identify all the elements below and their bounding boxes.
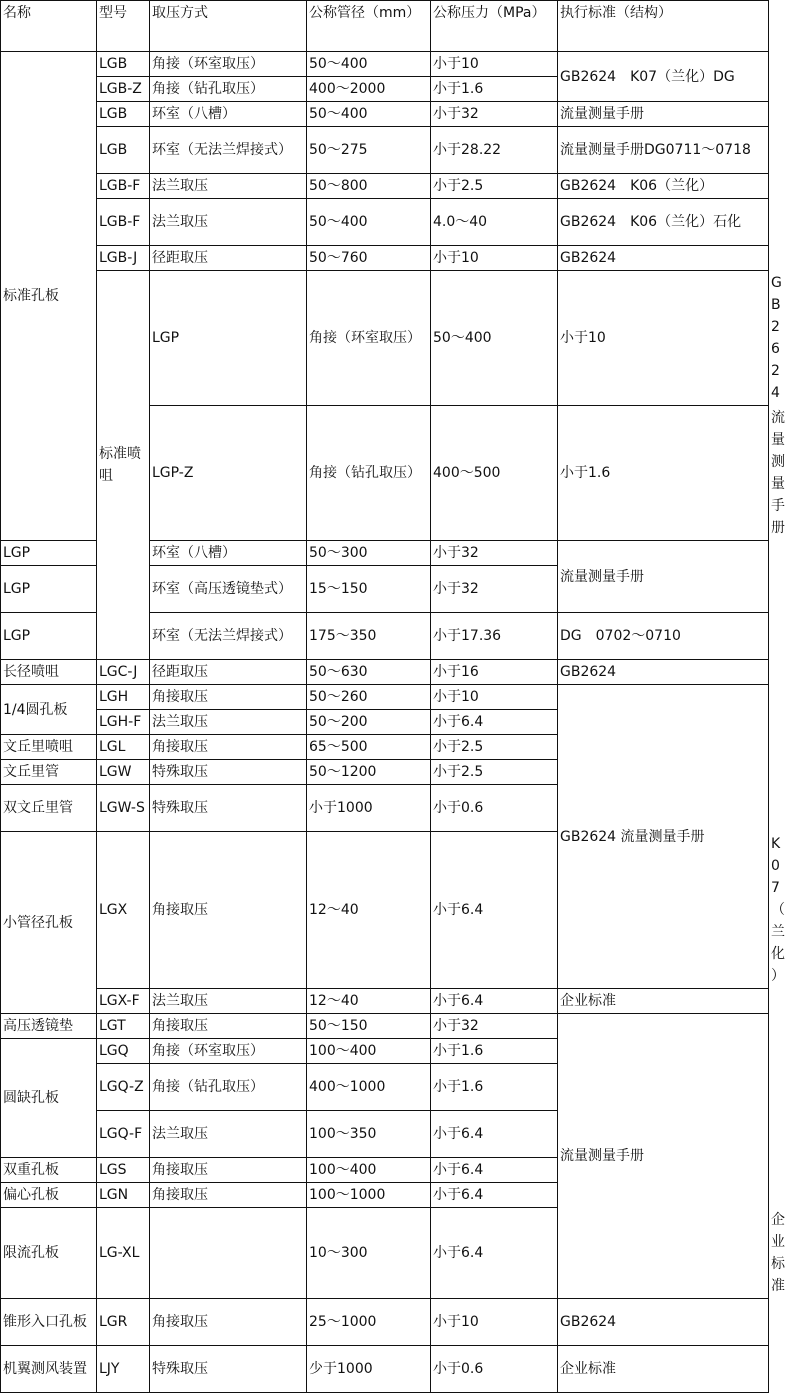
pressure-cell: 小于1.6 xyxy=(558,406,769,541)
model-cell: LGP xyxy=(150,271,307,406)
tap-method-cell: 角接取压 xyxy=(150,1014,307,1039)
model-cell: LGB-J xyxy=(97,246,150,271)
diameter-cell: 400～500 xyxy=(431,406,558,541)
diameter-cell: 65～500 xyxy=(307,735,431,760)
model-cell: LGT xyxy=(97,1014,150,1039)
tap-method-cell: 角接取压 xyxy=(150,735,307,760)
tap-method-cell: 角接（环室取压） xyxy=(307,271,431,406)
tap-method-cell: 角接（钻孔取压） xyxy=(150,77,307,102)
tap-method-cell: 法兰取压 xyxy=(150,989,307,1014)
model-cell: LGW-S xyxy=(97,785,150,832)
diameter-cell: 15～150 xyxy=(307,566,431,613)
model-cell: LGB xyxy=(97,127,150,174)
model-cell: LGP xyxy=(1,541,97,566)
pressure-cell: 小于1.6 xyxy=(431,1064,558,1111)
pressure-cell: 小于6.4 xyxy=(431,1183,558,1208)
tap-method-cell: 角接（钻孔取压） xyxy=(307,406,431,541)
group-name: 小管径孔板 xyxy=(1,832,97,1014)
header-model: 型号 xyxy=(97,1,150,52)
table-row xyxy=(1,199,769,246)
tap-method-cell: 环室（八槽） xyxy=(150,541,307,566)
table-row xyxy=(1,1299,769,1346)
group-name: 1/4圆孔板 xyxy=(1,685,97,735)
table-row xyxy=(1,660,769,685)
group-name: 圆缺孔板 xyxy=(1,1039,97,1158)
pressure-cell: 小于6.4 xyxy=(431,1158,558,1183)
table-row xyxy=(1,127,769,174)
tap-method-cell: 法兰取压 xyxy=(150,710,307,735)
diameter-cell: 50～630 xyxy=(307,660,431,685)
table-row xyxy=(1,52,769,77)
pressure-cell: 小于6.4 xyxy=(431,1208,558,1299)
model-cell: LGX-F xyxy=(97,989,150,1014)
model-cell: LGB xyxy=(97,102,150,127)
tap-method-cell: 环室（八槽） xyxy=(150,102,307,127)
header-standard: 执行标准（结构） xyxy=(558,1,769,52)
diameter-cell: 50～800 xyxy=(307,174,431,199)
diameter-cell: 100～400 xyxy=(307,1158,431,1183)
pressure-cell: 小于16 xyxy=(431,660,558,685)
diameter-cell: 50～400 xyxy=(307,52,431,77)
tap-method-cell: 角接取压 xyxy=(150,1299,307,1346)
tap-method-cell: 法兰取压 xyxy=(150,199,307,246)
diameter-cell: 12～40 xyxy=(307,989,431,1014)
diameter-cell: 50～275 xyxy=(307,127,431,174)
tap-method-cell: 特殊取压 xyxy=(150,785,307,832)
table-row: 限流孔板 LG-XL 10～300 小于6.4 企业标准 xyxy=(1,1208,769,1299)
table-row: 标准喷咀 LGP 角接（环室取压） 50～400 小于10 GB2624 xyxy=(1,271,769,406)
diameter-cell: 10～300 xyxy=(307,1208,431,1299)
tap-method-cell: 法兰取压 xyxy=(150,1111,307,1158)
standard-cell: GB2624 xyxy=(558,246,769,271)
pressure-cell: 4.0～40 xyxy=(431,199,558,246)
diameter-cell: 50～1200 xyxy=(307,760,431,785)
table-row xyxy=(1,246,769,271)
header-name: 名称 xyxy=(1,1,97,52)
pressure-cell: 小于10 xyxy=(431,246,558,271)
pressure-cell: 小于10 xyxy=(431,1299,558,1346)
standard-cell: GB2624 K07（兰化）DG xyxy=(558,52,769,102)
tap-method-cell xyxy=(150,1208,307,1299)
standard-cell: 企业标准 xyxy=(558,989,769,1014)
diameter-cell: 50～400 xyxy=(431,271,558,406)
pressure-cell: 小于2.5 xyxy=(431,735,558,760)
pressure-cell: 小于1.6 xyxy=(431,77,558,102)
group-name: 高压透镜垫 xyxy=(1,1014,97,1039)
header-nominal-pressure: 公称压力（MPa） xyxy=(431,1,558,52)
model-cell: LGQ-Z xyxy=(97,1064,150,1111)
tap-method-cell: 径距取压 xyxy=(150,246,307,271)
model-cell: LGB-F xyxy=(97,199,150,246)
tap-method-cell: 角接取压 xyxy=(150,1158,307,1183)
table-row: 小管径孔板 LGX 角接取压 12～40 小于6.4 K07（兰化） xyxy=(1,832,769,989)
model-cell: LGH-F xyxy=(97,710,150,735)
header-row xyxy=(1,1,769,52)
tap-method-cell: 角接取压 xyxy=(150,832,307,989)
pressure-cell: 小于32 xyxy=(431,1014,558,1039)
diameter-cell: 100～1000 xyxy=(307,1183,431,1208)
group-name: 偏心孔板 xyxy=(1,1183,97,1208)
pressure-cell: 小于0.6 xyxy=(431,785,558,832)
tap-method-cell: 角接取压 xyxy=(150,1183,307,1208)
group-name: 长径喷咀 xyxy=(1,660,97,685)
pressure-cell: 小于6.4 xyxy=(431,832,558,989)
table-row xyxy=(1,989,769,1014)
diameter-cell: 400～1000 xyxy=(307,1064,431,1111)
table-row xyxy=(1,685,769,710)
diameter-cell: 50～200 xyxy=(307,710,431,735)
model-cell: LGH xyxy=(97,685,150,710)
model-cell: LGQ xyxy=(97,1039,150,1064)
table-row xyxy=(1,1014,769,1039)
table-row: LGP-Z 角接（钻孔取压） 400～500 小于1.6 流量测量手册 xyxy=(1,406,769,541)
diameter-cell: 50～260 xyxy=(307,685,431,710)
table-row xyxy=(1,174,769,199)
pressure-cell: 小于2.5 xyxy=(431,174,558,199)
group-name: 限流孔板 xyxy=(1,1208,97,1299)
pressure-cell: 小于17.36 xyxy=(431,613,558,660)
pressure-cell: 小于32 xyxy=(431,102,558,127)
header-tap-method: 取压方式 xyxy=(150,1,307,52)
tap-method-cell: 环室（无法兰焊接式） xyxy=(150,613,307,660)
tap-method-cell: 角接取压 xyxy=(150,685,307,710)
group-name: 双重孔板 xyxy=(1,1158,97,1183)
diameter-cell: 12～40 xyxy=(307,832,431,989)
tap-method-cell: 环室（高压透镜垫式） xyxy=(150,566,307,613)
pressure-cell: 小于32 xyxy=(431,541,558,566)
diameter-cell: 175～350 xyxy=(307,613,431,660)
standard-cell: DG 0702～0710 xyxy=(558,613,769,660)
model-cell: LGQ-F xyxy=(97,1111,150,1158)
pressure-cell: 小于1.6 xyxy=(431,1039,558,1064)
group-name: 标准喷咀 xyxy=(97,271,150,660)
tap-method-cell: 径距取压 xyxy=(150,660,307,685)
pressure-cell: 小于2.5 xyxy=(431,760,558,785)
standard-cell: 流量测量手册 xyxy=(558,541,769,613)
diameter-cell: 100～400 xyxy=(307,1039,431,1064)
tap-method-cell: 环室（无法兰焊接式） xyxy=(150,127,307,174)
diameter-cell: 100～350 xyxy=(307,1111,431,1158)
pressure-cell: 小于10 xyxy=(558,271,769,406)
tap-method-cell: 角接（环室取压） xyxy=(150,1039,307,1064)
model-cell: LGB-F xyxy=(97,174,150,199)
pressure-cell: 小于28.22 xyxy=(431,127,558,174)
group-name: 文丘里喷咀 xyxy=(1,735,97,760)
group-name: 文丘里管 xyxy=(1,760,97,785)
model-cell: LGB xyxy=(97,52,150,77)
standard-cell: 流量测量手册DG0711～0718 xyxy=(558,127,769,174)
diameter-cell: 50～150 xyxy=(307,1014,431,1039)
model-cell: LGP-Z xyxy=(150,406,307,541)
diameter-cell: 50～300 xyxy=(307,541,431,566)
table-row xyxy=(1,1346,769,1393)
pressure-cell: 小于32 xyxy=(431,566,558,613)
diameter-cell: 50～400 xyxy=(307,102,431,127)
standard-cell: GB2624 xyxy=(558,660,769,685)
tap-method-cell: 法兰取压 xyxy=(150,174,307,199)
standard-cell: GB2624 xyxy=(558,1299,769,1346)
diameter-cell: 小于1000 xyxy=(307,785,431,832)
model-cell: LGB-Z xyxy=(97,77,150,102)
tap-method-cell: 特殊取压 xyxy=(150,1346,307,1393)
group-name: 锥形入口孔板 xyxy=(1,1299,97,1346)
diameter-cell: 50～400 xyxy=(307,199,431,246)
standard-cell: 流量测量手册 xyxy=(558,1014,769,1299)
diameter-cell: 400～2000 xyxy=(307,77,431,102)
model-cell: LGR xyxy=(97,1299,150,1346)
model-cell: LGP xyxy=(1,566,97,613)
standard-cell: GB2624 K06（兰化）石化 xyxy=(558,199,769,246)
group-name: 标准孔板 xyxy=(1,52,97,541)
tap-method-cell: 特殊取压 xyxy=(150,760,307,785)
diameter-cell: 少于1000 xyxy=(307,1346,431,1393)
tap-method-cell: 角接（环室取压） xyxy=(150,52,307,77)
standard-cell: GB2624 流量测量手册 xyxy=(558,685,769,989)
tap-method-cell: 角接（钻孔取压） xyxy=(150,1064,307,1111)
table-row xyxy=(1,102,769,127)
group-name: 双文丘里管 xyxy=(1,785,97,832)
diameter-cell: 25～1000 xyxy=(307,1299,431,1346)
model-cell: LGP xyxy=(1,613,97,660)
standard-cell: 流量测量手册 xyxy=(558,102,769,127)
pressure-cell: 小于6.4 xyxy=(431,1111,558,1158)
pressure-cell: 小于6.4 xyxy=(431,989,558,1014)
pressure-cell: 小于0.6 xyxy=(431,1346,558,1393)
model-cell: LGC-J xyxy=(97,660,150,685)
pressure-cell: 小于10 xyxy=(431,685,558,710)
group-name: 机翼测风装置 xyxy=(1,1346,97,1393)
model-cell: LGL xyxy=(97,735,150,760)
model-cell: LGS xyxy=(97,1158,150,1183)
diameter-cell: 50～760 xyxy=(307,246,431,271)
pressure-cell: 小于6.4 xyxy=(431,710,558,735)
standard-cell: GB2624 K06（兰化） xyxy=(558,174,769,199)
model-cell: LJY xyxy=(97,1346,150,1393)
standard-cell: 企业标准 xyxy=(558,1346,769,1393)
model-cell: LG-XL xyxy=(97,1208,150,1299)
model-cell: LGX xyxy=(97,832,150,989)
model-cell: LGW xyxy=(97,760,150,785)
pressure-cell: 小于10 xyxy=(431,52,558,77)
model-cell: LGN xyxy=(97,1183,150,1208)
header-nominal-diameter: 公称管径（mm） xyxy=(307,1,431,52)
